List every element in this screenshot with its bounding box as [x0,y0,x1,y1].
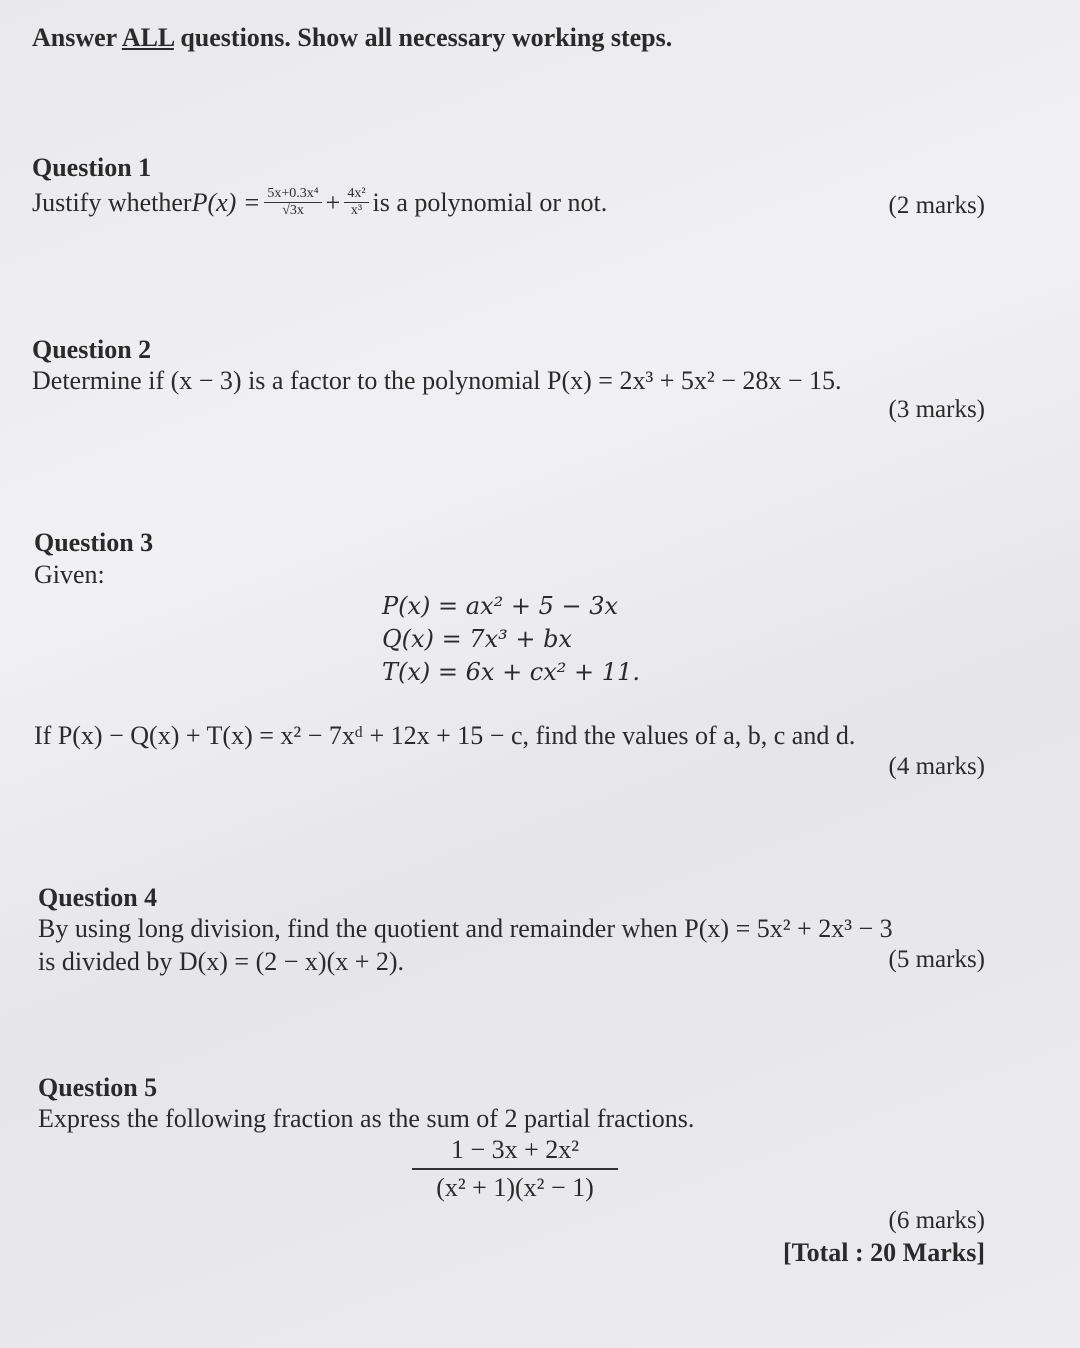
q1-text [32,186,607,219]
fraction-bar [412,1168,618,1170]
q1-px: P(x) = [191,187,261,217]
q3-title: Question 3 [34,528,154,557]
q5-numerator: 1 − 3x + 2x² [450,1135,580,1164]
q4-line2: is divided by D(x) = (2 − x)(x + 2). [38,947,405,976]
q1-f1-num: 5x+0.3x⁴ [267,186,319,201]
q1-marks: (2 marks) [888,192,985,219]
q5-denominator: (x² + 1)(x² − 1) [436,1173,594,1202]
q4-title: Question 4 [38,883,158,912]
q1-f2-num: 4x² [347,186,366,201]
q1-lead: Justify whether [32,187,192,217]
q3-task: If P(x) − Q(x) + T(x) = x² − 7xᵈ + 12x + 15 − c, find the values of a, b, c and d. [34,721,856,750]
q1-fraction-1 [264,186,321,219]
q1-plus: + [325,187,341,217]
instruction [32,22,672,54]
q4-line1: By using long division, find the quotient and remainder when P(x) = 5x² + 2x³ − 3 [38,914,893,943]
q3-marks: (4 marks) [888,753,985,780]
total-marks: [Total : 20 Marks] [783,1238,985,1267]
q1-f1-den: √3x [282,203,304,218]
q5-marks: (6 marks) [888,1207,985,1234]
q5-text: Express the following fraction as the sum of 2 partial fractions. [38,1104,695,1133]
instruction-all: ALL [121,23,174,52]
q3-given: Given: [34,560,105,589]
instruction-post: questions. Show all necessary working steps. [173,23,673,52]
q3-eq-p: P(x) = ax² + 5 − 3x [382,592,619,620]
q2-marks: (3 marks) [888,396,985,423]
q1-tail: is a polynomial or not. [372,187,608,217]
q1-f2-den: x³ [350,203,363,218]
q3-eq-t: T(x) = 6x + cx² + 11. [382,658,640,686]
q2-title: Question 2 [32,335,152,364]
instruction-pre: Answer [32,23,122,52]
q5-fraction [412,1134,618,1204]
q5-title: Question 5 [38,1073,158,1102]
q4-marks: (5 marks) [888,946,985,973]
q3-eq-q: Q(x) = 7x³ + bx [382,625,572,653]
q2-text: Determine if (x − 3) is a factor to the polynomial P(x) = 2x³ + 5x² − 28x − 15. [32,366,842,395]
q1-fraction-2 [344,186,368,219]
q1-title: Question 1 [32,153,152,182]
